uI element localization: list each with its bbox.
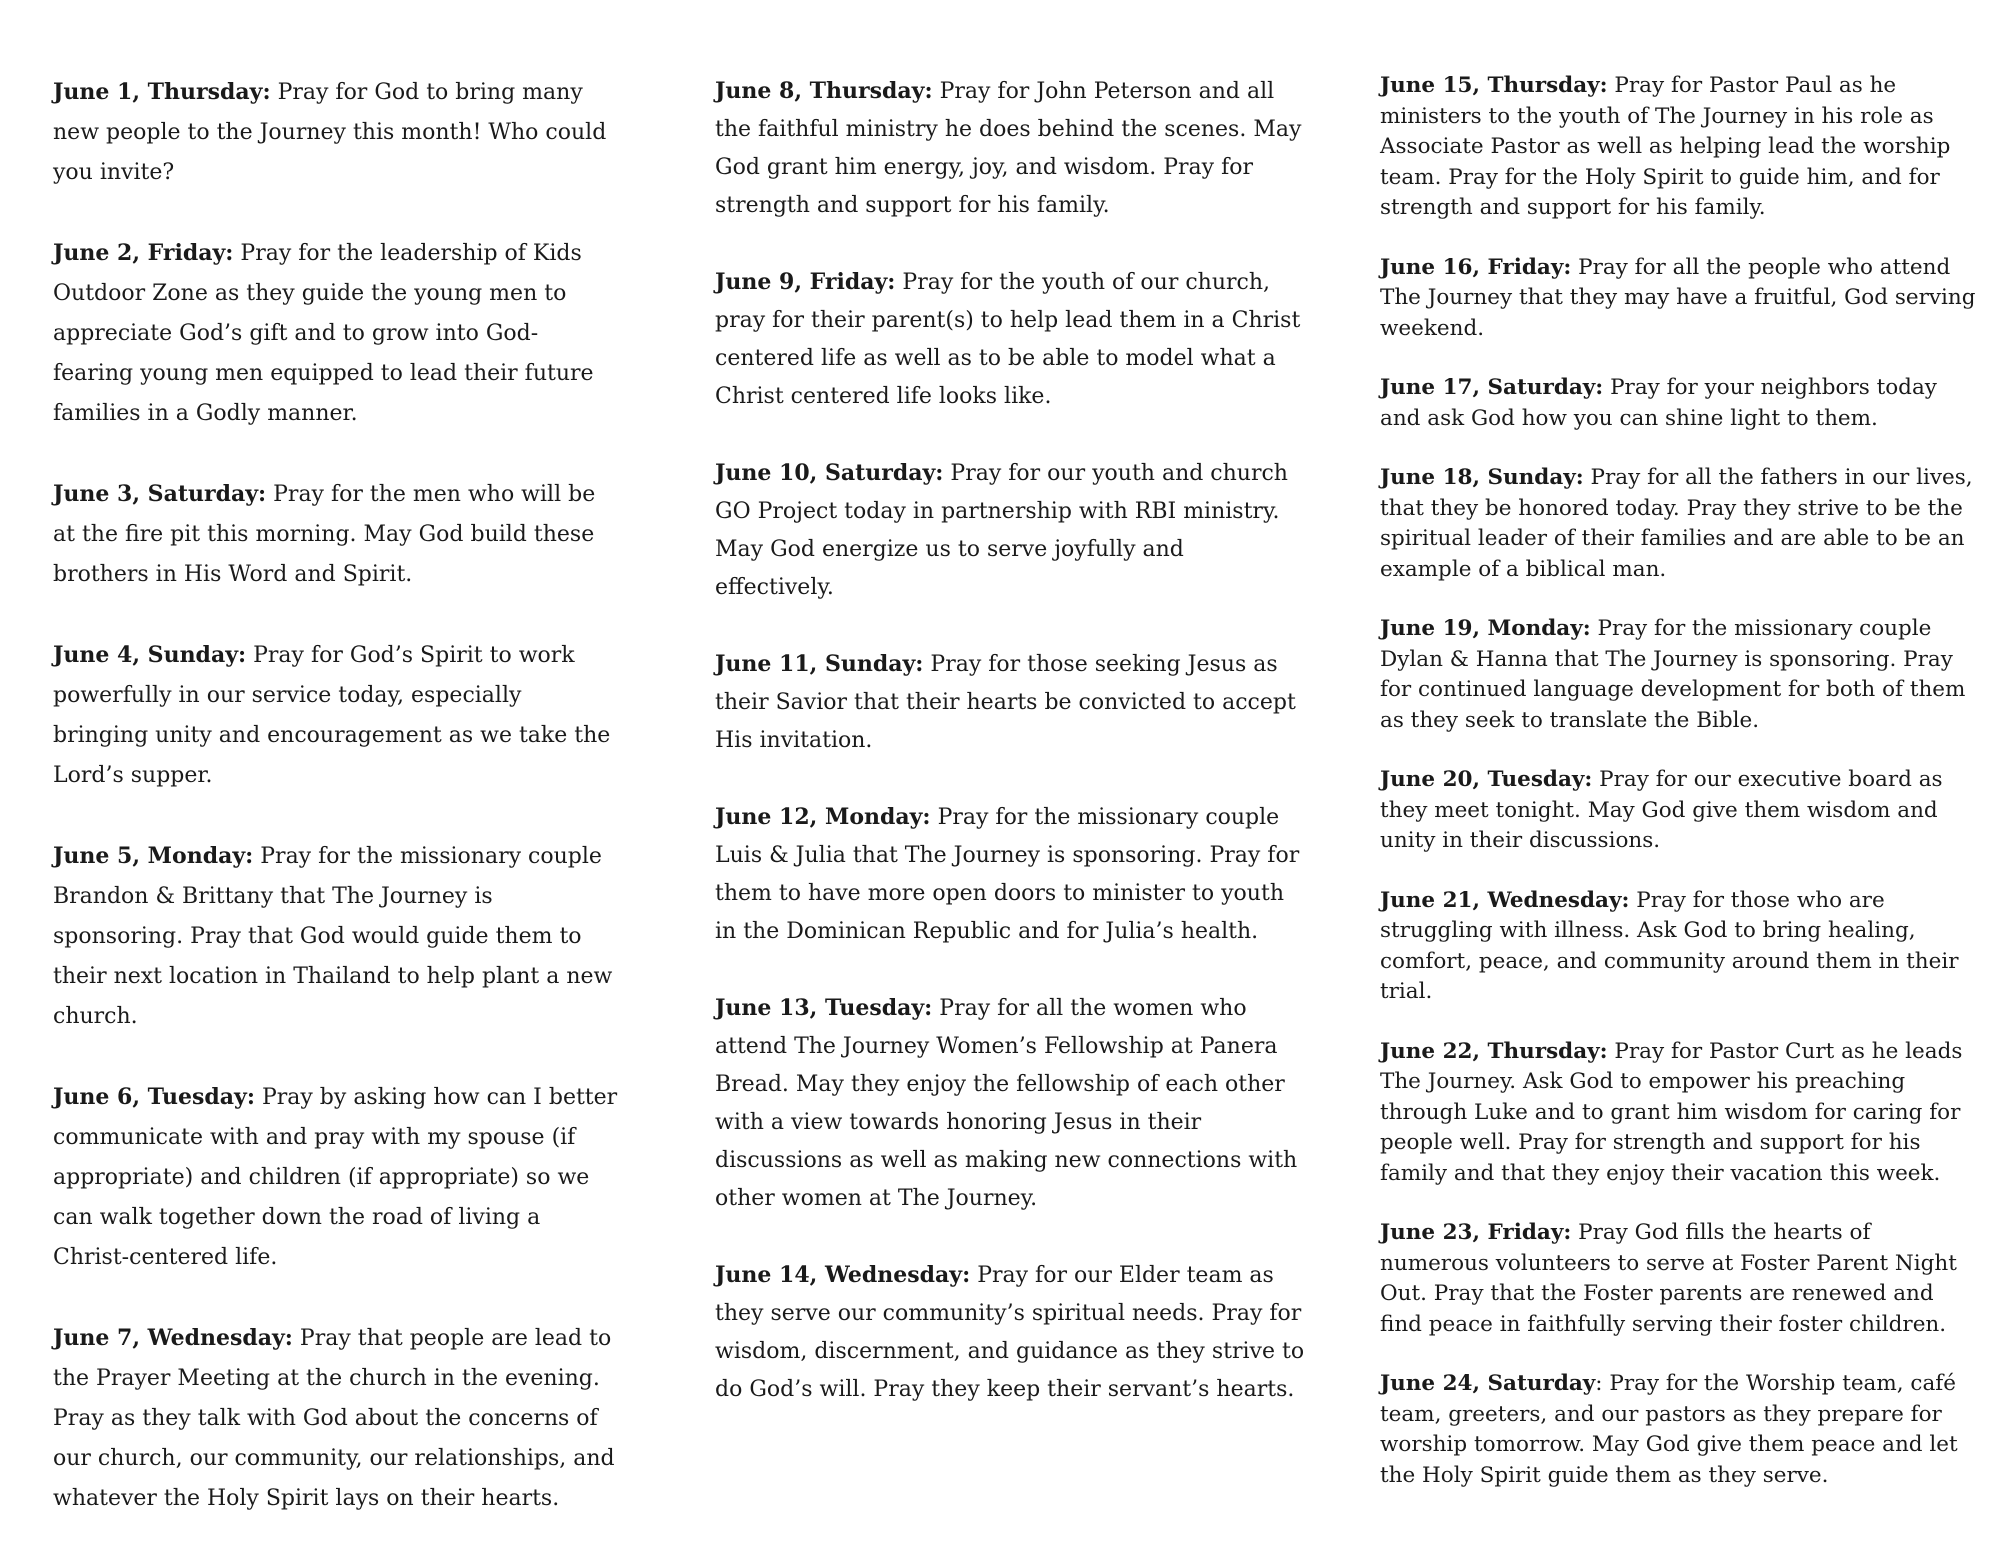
entry-date: June 8, Thursday:	[715, 78, 933, 104]
prayer-entry-june-9	[715, 263, 1305, 416]
entry-text: Pray for all the fathers in our lives, that they be honored today. Pray they strive to be the spiritual leader of their families and are able to be an example of a biblical man.	[1380, 465, 1973, 582]
entry-text: Pray for the missionary couple Brandon & Brittany that The Journey is sponsoring. Pray that God would guide them to their next location in Thailand to help plant a new church.	[53, 844, 613, 1029]
entry-date: June 20, Tuesday:	[1380, 767, 1593, 792]
entry-text: Pray for those seeking Jesus as their Savior that their hearts be convicted to accept His invitation.	[715, 652, 1296, 753]
prayer-entry-june-2	[53, 233, 618, 434]
prayer-entry-june-18	[1380, 463, 1980, 585]
prayer-entry-june-12	[715, 798, 1305, 951]
prayer-entry-june-16	[1380, 253, 1980, 345]
entry-date: June 10, Saturday:	[715, 460, 944, 486]
entry-text: Pray for your neighbors today and ask God how you can shine light to them.	[1380, 375, 1937, 431]
prayer-entry-june-22	[1380, 1037, 1980, 1190]
prayer-entry-june-6	[53, 1077, 618, 1278]
prayer-entry-june-14	[715, 1256, 1305, 1409]
entry-separator	[931, 805, 938, 830]
entry-date: June 19, Monday:	[1380, 616, 1591, 641]
entry-date: June 9, Friday:	[715, 269, 896, 295]
entry-text: Pray for all the people who attend The Journey that they may have a fruitful, God serving weekend.	[1380, 254, 1976, 341]
entry-text: Pray for those who are struggling with illness. Ask God to bring healing, comfort, peace, and community around them in their trial.	[1380, 887, 1959, 1004]
entry-text: Pray God fills the hearts of numerous volunteers to serve at Foster Parent Night Out. Pray that the Foster parents are renewed and find peace in faithfully serving their foster children.	[1380, 1220, 1957, 1337]
entry-date: June 5, Monday:	[53, 843, 254, 869]
entry-text: Pray for our executive board as they meet tonight. May God give them wisdom and unity in their discussions.	[1380, 767, 1943, 853]
entry-text: Pray for the Worship team, café team, greeters, and our pastors as they prepare for worship tomorrow. May God give them peace and let the Holy Spirit guide them as they serve.	[1380, 1371, 1958, 1488]
prayer-entry-june-17	[1380, 373, 1980, 434]
entry-separator	[255, 1085, 262, 1110]
entry-separator: :	[1595, 1371, 1610, 1396]
column-2	[715, 72, 1305, 1447]
entry-text: Pray for the men who will be at the fire pit this morning. May God build these brothers in His Word and Spirit.	[53, 482, 596, 587]
prayer-entry-june-24	[1380, 1369, 1980, 1491]
entry-date: June 22, Thursday:	[1380, 1038, 1608, 1064]
column-1	[53, 72, 618, 1559]
prayer-entry-june-7	[53, 1318, 618, 1519]
entry-date: June 16, Friday:	[1380, 254, 1572, 280]
prayer-entry-june-15	[1380, 71, 1980, 224]
entry-separator	[933, 79, 940, 104]
entry-text: Pray for the leadership of Kids Outdoor Zone as they guide the young men to appreciate God’s gift and to grow into God-fearing young men equipped to lead their future families in a Godly manner.	[53, 241, 594, 426]
entry-date: June 12, Monday:	[715, 804, 931, 830]
entry-date: June 13, Tuesday:	[715, 995, 933, 1021]
entry-separator	[271, 80, 278, 105]
entry-date: June 1, Thursday:	[53, 79, 271, 105]
entry-text: Pray for John Peterson and all the faithful ministry he does behind the scenes. May God grant him energy, joy, and wisdom. Pray for strength and support for his family.	[715, 79, 1302, 218]
entry-text: Pray for Pastor Paul as he ministers to the youth of The Journey in his role as Associate Pastor as well as helping lead the worship team. Pray for the Holy Spirit to guide him, and for strength and support for his family.	[1380, 73, 1951, 220]
entry-date: June 3, Saturday:	[53, 481, 267, 507]
entry-date: June 17, Saturday:	[1380, 375, 1604, 400]
entry-date: June 15, Thursday:	[1380, 73, 1608, 98]
entry-text: Pray for our youth and church GO Project today in partnership with RBI ministry. May God energize us to serve joyfully and effectively.	[715, 461, 1288, 600]
entry-separator	[1591, 616, 1598, 641]
entry-text: Pray for the youth of our church, pray for their parent(s) to help lead them in a Christ centered life as well as to be able to model what a Christ centered life looks like.	[715, 270, 1301, 409]
entry-date: June 23, Friday:	[1380, 1220, 1572, 1245]
entry-text: Pray by asking how can I better communicate with and pray with my spouse (if appropriate) and children (if appropriate) so we can walk together down the road of living a Christ-centered life.	[53, 1085, 618, 1270]
column-3	[1380, 71, 1980, 1520]
entry-date: June 21, Wednesday:	[1380, 887, 1630, 913]
entry-separator	[1584, 465, 1591, 490]
entry-separator	[293, 1326, 300, 1351]
entry-date: June 7, Wednesday:	[53, 1325, 293, 1351]
prayer-entry-june-19	[1380, 614, 1980, 736]
entry-text: Pray for Pastor Curt as he leads The Journey. Ask God to empower his preaching through Luke and to grant him wisdom for caring for people well. Pray for strength and support for his family and that they enjoy their vacation this week.	[1380, 1038, 1963, 1186]
prayer-entry-june-10	[715, 454, 1305, 607]
prayer-entry-june-4	[53, 635, 618, 796]
entry-date: June 24, Saturday	[1380, 1371, 1596, 1396]
entry-date: June 14, Wednesday:	[715, 1262, 971, 1288]
prayer-entry-june-3	[53, 474, 618, 595]
prayer-entry-june-21	[1380, 886, 1980, 1008]
prayer-entry-june-5	[53, 836, 618, 1037]
prayer-entry-june-20	[1380, 765, 1980, 857]
prayer-entry-june-8	[715, 72, 1305, 225]
prayer-entry-june-1	[53, 72, 618, 193]
entry-text: Pray for God to bring many new people to the Journey this month! Who could you invite?	[53, 80, 607, 185]
prayer-entry-june-13	[715, 989, 1305, 1218]
entry-text: Pray for God’s Spirit to work powerfully in our service today, especially bringing unity and encouragement as we take the Lord’s supper.	[53, 643, 611, 788]
prayer-entry-june-11	[715, 645, 1305, 760]
entry-text: Pray for our Elder team as they serve our community’s spiritual needs. Pray for wisdom, discernment, and guidance as they strive to do God’s will. Pray they keep their servant’s hearts.	[715, 1263, 1305, 1402]
entry-text: Pray for all the women who attend The Journey Women’s Fellowship at Panera Bread. May they enjoy the fellowship of each other with a view towards honoring Jesus in their discussions as well as making new connections with other women at The Journey.	[715, 996, 1298, 1211]
entry-date: June 6, Tuesday:	[53, 1084, 255, 1110]
entry-text: Pray for the missionary couple Luis & Julia that The Journey is sponsoring. Pray for them to have more open doors to minister to youth in the Dominican Republic and for Julia’s health.	[715, 805, 1300, 944]
entry-date: June 18, Sunday:	[1380, 465, 1584, 490]
entry-date: June 11, Sunday:	[715, 651, 924, 677]
entry-text: Pray that people are lead to the Prayer Meeting at the church in the evening. Pray as they talk with God about the concerns of our church, our community, our relationships, and whatever the Holy Spirit lays on their hearts.	[53, 1326, 615, 1511]
prayer-entry-june-23	[1380, 1218, 1980, 1340]
entry-date: June 2, Friday:	[53, 240, 234, 266]
entry-text: Pray for the missionary couple Dylan & Hanna that The Journey is sponsoring. Pray for continued language development for both of them as they seek to translate the Bible.	[1380, 616, 1966, 733]
entry-date: June 4, Sunday:	[53, 642, 247, 668]
